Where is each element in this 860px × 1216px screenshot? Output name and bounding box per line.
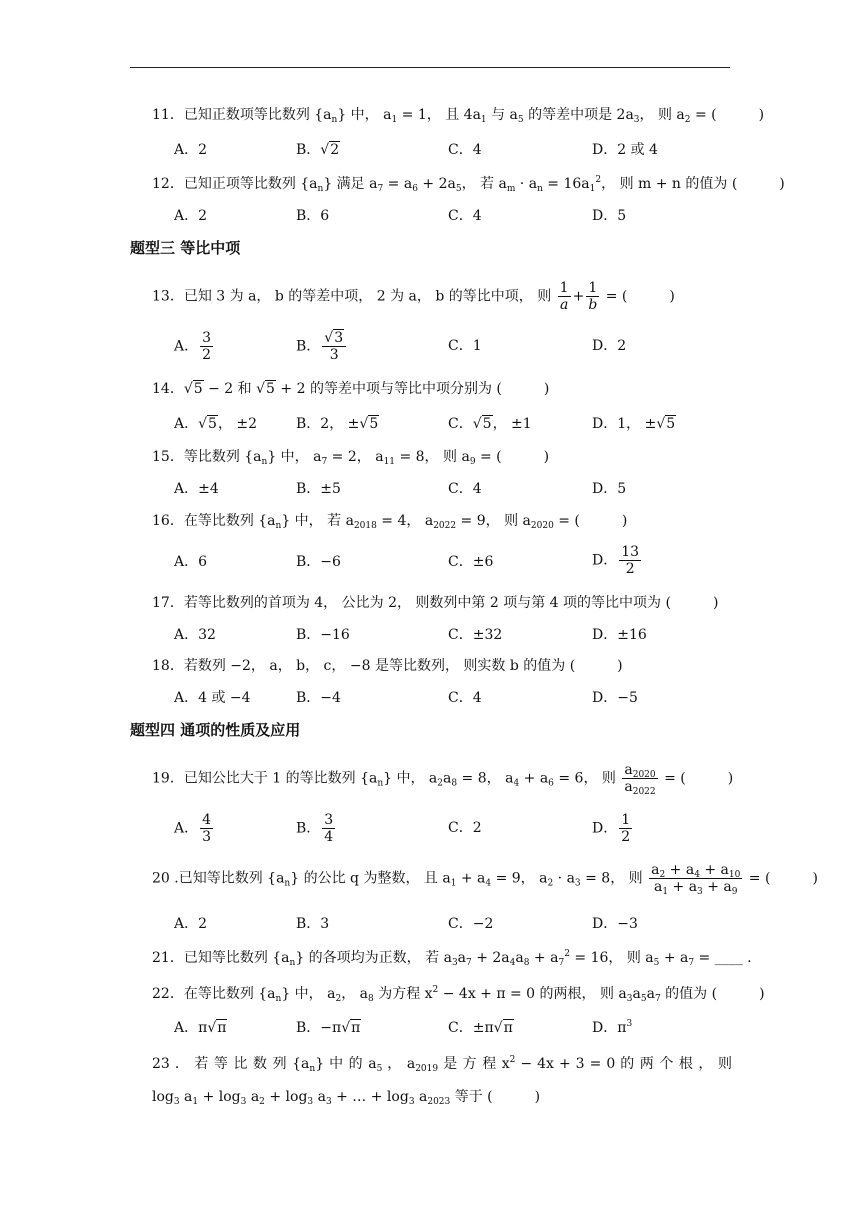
- question-17-stem: 17．若等比数列的首项为 4， 公比为 2， 则数列中第 2 项与第 4 项的等比中项为 ( ): [152, 595, 719, 611]
- question-14-stem: 14．√5 − 2 和 √5 + 2 的等差中项与等比中项分别为 ( ): [152, 381, 550, 397]
- option-b[interactable]: B． $\frac{3}{4}$: [296, 812, 334, 845]
- option-b[interactable]: B．−6: [296, 554, 341, 570]
- option-d[interactable]: D．2 或 4: [592, 142, 658, 158]
- option-d[interactable]: D．5: [592, 481, 627, 497]
- option-d[interactable]: D．$\pi^3$: [592, 1019, 633, 1036]
- option-a[interactable]: A．π√π: [174, 1020, 227, 1036]
- option-d[interactable]: D．−3: [592, 916, 638, 932]
- question-16-stem: 16．在等比数列 $\{a_n\}$ 中， 若 $a_{2018} = 4$， $a_{2022} = 9$， 则 $a_{2020}$ = ( ): [152, 513, 628, 531]
- question-20-stem: 20 .已知等比数列 $\{a_n\}$ 的公比 q 为整数， 且 $a_1 + a_4 = 9$， $a_2 \cdot a_3 = 8$， 则 $\frac{a_2 + a_4 + a_{10}}{a_1 + a_3 + a_9}$ = ( ): [152, 862, 818, 897]
- question-23-stem-line-2: $\log_3 a_1 + \log_3 a_2 + \log_3 a_3$ + … + $\log_3 a_{2023}$ 等于 ( ): [152, 1089, 541, 1107]
- option-a[interactable]: A．2: [174, 208, 208, 224]
- option-a[interactable]: A．±4: [174, 481, 219, 497]
- question-22-stem: 22．在等比数列 $\{a_n\}$ 中， $a_2$， $a_8$ 为方程 $x^2 - 4x + \pi = 0$ 的两根， 则 $a_3a_5a_7$ 的值为 ( ): [152, 985, 765, 1004]
- option-b[interactable]: B．±5: [296, 481, 341, 497]
- option-b[interactable]: B．−4: [296, 690, 341, 706]
- option-a[interactable]: A．32: [174, 627, 216, 643]
- option-d[interactable]: D．−5: [592, 690, 638, 706]
- section-heading-4: 题型四 通项的性质及应用: [130, 721, 301, 739]
- option-c[interactable]: C．−2: [448, 916, 494, 932]
- option-c[interactable]: C．±π√π: [448, 1020, 513, 1036]
- option-a[interactable]: A．√5， ±2: [174, 416, 258, 432]
- option-d[interactable]: D． $\frac{1}{2}$: [592, 812, 631, 845]
- question-21-stem: 21．已知等比数列 $\{a_n\}$ 的各项均为正数， 若 $a_3a_7 + 2a_4a_8 + a_7^2 = 16$， 则 $a_5 + a_7$ = ____ .: [152, 949, 752, 968]
- option-c[interactable]: C．2: [448, 820, 482, 836]
- option-b[interactable]: B．−16: [296, 627, 350, 643]
- option-a[interactable]: A．2: [174, 142, 208, 158]
- section-heading-3: 题型三 等比中项: [130, 239, 241, 257]
- option-d[interactable]: D．2: [592, 338, 627, 354]
- option-a[interactable]: A． $\frac{4}{3}$: [174, 812, 212, 845]
- option-d[interactable]: D． $\frac{13}{2}$: [592, 544, 640, 577]
- option-c[interactable]: C．4: [448, 142, 482, 158]
- question-11-stem: 11．已知正数项等比数列 $\{a_n\}$ 中， $a_1 = 1$， 且 $4a_1$ 与 $a_5$ 的等差中项是 $2a_3$， 则 $a_2$ = ( ): [152, 107, 765, 125]
- header-rule: [130, 67, 730, 68]
- question-18-stem: 18．若数列 −2， a， b， c， −8 是等比数列， 则实数 b 的值为 ( ): [152, 658, 623, 674]
- option-c[interactable]: C．√5， ±1: [448, 416, 532, 432]
- option-d[interactable]: D．5: [592, 208, 627, 224]
- option-c[interactable]: C．4: [448, 481, 482, 497]
- option-b[interactable]: B．2， ±√5: [296, 416, 379, 432]
- option-c[interactable]: C．4: [448, 208, 482, 224]
- option-b[interactable]: B． $\frac{√3}{3}$: [296, 330, 348, 363]
- option-c[interactable]: C．±6: [448, 554, 494, 570]
- question-15-stem: 15．等比数列 $\{a_n\}$ 中， $a_7 = 2$， $a_{11} = 8$， 则 $a_9$ = ( ): [152, 449, 550, 467]
- option-b[interactable]: B．−π√π: [296, 1020, 361, 1036]
- question-13-stem: 13．已知 3 为 a， b 的等差中项， 2 为 a， b 的等比中项， 则 $\frac{1}{a}$ + $\frac{1}{b}$ = ( ): [152, 280, 675, 313]
- question-19-stem: 19．已知公比大于 1 的等比数列 $\{a_n\}$ 中， $a_2a_8 = 8$， $a_4 + a_6 = 6$， 则 $\frac{a_{2020}}{a_{2022}}$ = ( ): [152, 762, 734, 797]
- option-c[interactable]: C．1: [448, 338, 482, 354]
- option-d[interactable]: D．±16: [592, 627, 647, 643]
- option-c[interactable]: C．±32: [448, 627, 503, 643]
- option-c[interactable]: C．4: [448, 690, 482, 706]
- option-b[interactable]: B．3: [296, 916, 330, 932]
- option-a[interactable]: A．2: [174, 916, 208, 932]
- option-b[interactable]: B．√2: [296, 142, 340, 158]
- question-12-stem: 12．已知正项等比数列 $\{a_n\}$ 满足 $a_7 = a_6 + 2a_5$， 若 $a_m \cdot a_n = 16a_1^2$， 则 m + n 的值为 ( ): [152, 175, 785, 194]
- option-a[interactable]: A．4 或 −4: [174, 690, 251, 706]
- question-23-stem-line-1: 23 ． 若 等 比 数 列 $\{a_n\}$ 中 的 $a_5$ ， $a_{2019}$ 是 方 程 $x^2 - 4x + 3 = 0$ 的 两 个 根 ， 则: [152, 1055, 732, 1074]
- option-a[interactable]: A．6: [174, 554, 208, 570]
- option-d[interactable]: D．1， ±√5: [592, 416, 676, 432]
- option-b[interactable]: B．6: [296, 208, 330, 224]
- option-a[interactable]: A． $\frac{3}{2}$: [174, 330, 212, 363]
